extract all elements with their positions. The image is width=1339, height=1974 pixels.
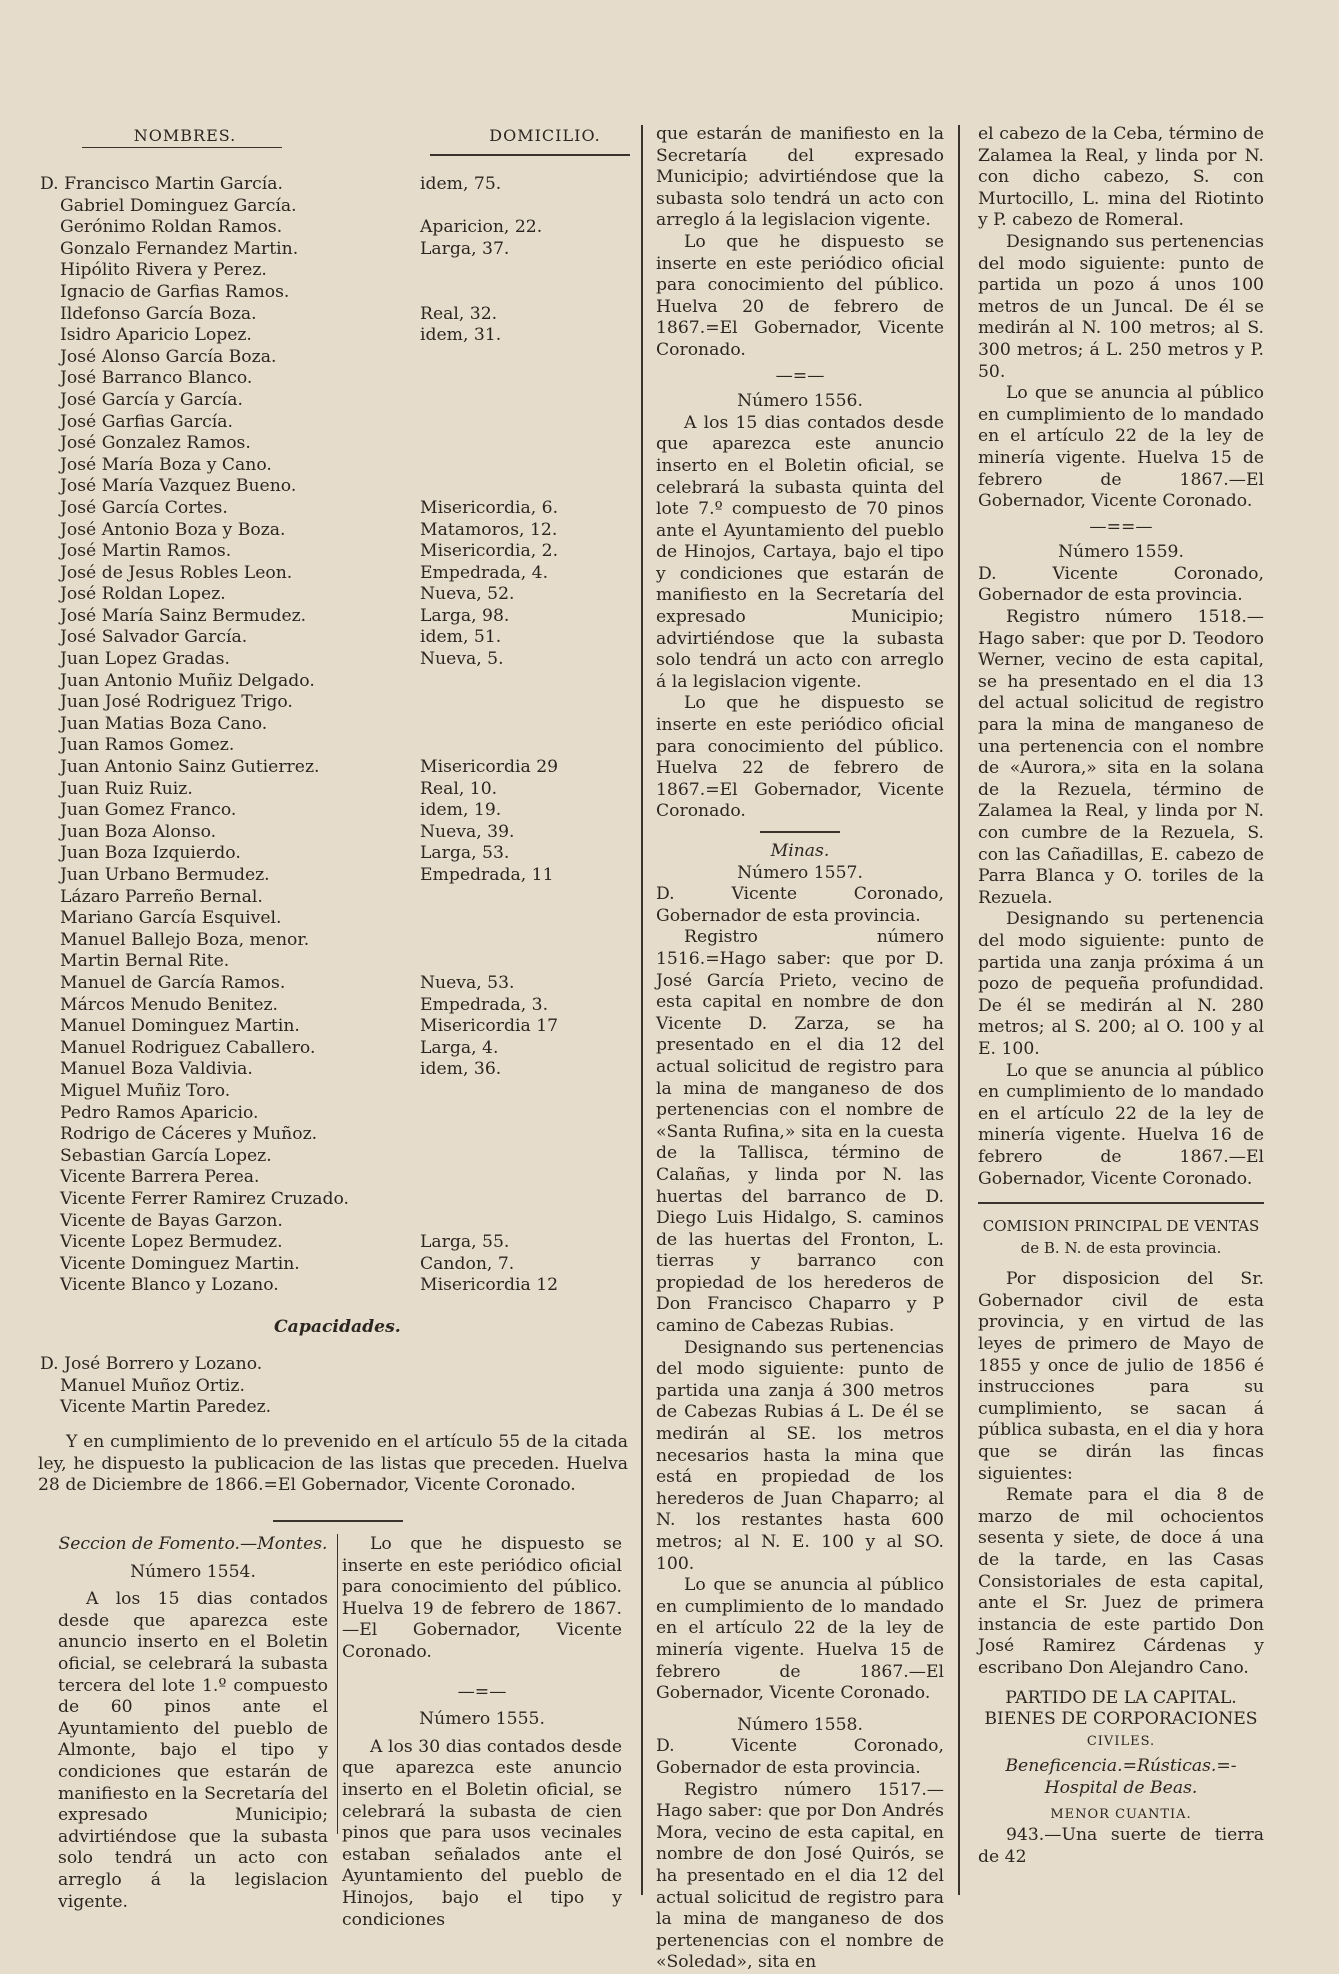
list-item — [40, 1275, 640, 1297]
person-domicile: Real, 32. — [420, 303, 498, 324]
person-name: Manuel de García Ramos. — [60, 972, 286, 993]
n1558-close: Lo que se anuncia al público en cumplimiento de lo mandado en el artículo 22 de la ley de minería vigente. Huelva 15 de febrero de 1867.—El Gobernador, Vicente Coronado. — [978, 383, 1264, 512]
bienes-title: BIENES DE CORPORACIONES — [984, 1709, 1258, 1730]
capacidad-name: D. José Borrero y Lozano. — [40, 1354, 263, 1374]
person-name: Juan Ramos Gomez. — [60, 735, 235, 756]
person-domicile: Empedrada, 3. — [420, 994, 549, 1015]
person-name: José Salvador García. — [60, 627, 248, 648]
list-item — [40, 1103, 640, 1125]
comision-rule — [978, 1202, 1264, 1204]
capacidades-list — [40, 1354, 540, 1419]
n1558-governor: D. Vicente Coronado, Gobernador de esta provincia. — [656, 1736, 944, 1778]
person-name: Juan Lopez Gradas. — [60, 649, 230, 670]
list-item — [40, 1016, 640, 1038]
column-3 — [656, 124, 944, 1974]
list-item — [40, 390, 640, 412]
fomento-column-left — [58, 1534, 328, 1913]
person-name: Pedro Ramos Aparicio. — [60, 1102, 259, 1123]
person-name: Vicente Lopez Bermudez. — [60, 1232, 283, 1253]
person-name: Juan Urbano Bermudez. — [60, 865, 270, 885]
person-name: Juan Boza Izquierdo. — [60, 843, 241, 864]
closing-text: Y en cumplimiento de lo prevenido en el artículo 55 de la citada ley, he dispuesto la publicacion de las listas que preceden. Huelva 28 de Diciembre de 1866.=El Gobernador, Vicente Coronado. — [38, 1432, 628, 1496]
list-item — [40, 995, 640, 1017]
names-header-rule — [82, 147, 282, 148]
person-name: Juan Antonio Muñiz Delgado. — [60, 670, 315, 691]
person-domicile: Empedrada, 4. — [420, 562, 549, 583]
list-item — [40, 498, 640, 520]
fomento-top-rule — [273, 1520, 403, 1522]
n1556-title: Número 1556. — [737, 391, 863, 412]
partido-title: PARTIDO DE LA CAPITAL. — [1005, 1687, 1237, 1708]
list-item — [40, 887, 640, 909]
person-name: Vicente de Bayas Garzon. — [60, 1210, 283, 1231]
person-name: Hipólito Rivera y Perez. — [60, 260, 267, 281]
person-name: Juan Gomez Franco. — [60, 800, 237, 821]
person-domicile: idem, 36. — [420, 1059, 502, 1080]
person-name: Sebastian García Lopez. — [60, 1145, 272, 1166]
person-domicile: Larga, 37. — [420, 238, 510, 259]
list-item — [40, 1146, 640, 1168]
n1559-designation: Designando su pertenencia del modo siguiente: punto de partida una zanja próxima á un pozo de pequeña profundidad. De él se medirán al N. 280 metros; al S. 200; al O. 100 y al E. 100. — [978, 909, 1264, 1059]
person-name: José María Vazquez Bueno. — [60, 476, 297, 497]
list-item — [40, 347, 640, 369]
column-divider-1 — [337, 1534, 338, 1834]
list-item — [40, 800, 640, 822]
name-list — [40, 174, 640, 1297]
capacidad-name: Vicente Martin Paredez. — [60, 1397, 272, 1418]
person-name: Mariano García Esquivel. — [60, 908, 282, 929]
n1559-title: Número 1559. — [1058, 542, 1184, 563]
list-item — [40, 606, 640, 628]
list-item — [40, 865, 640, 887]
list-item — [40, 1232, 640, 1254]
list-item — [40, 930, 640, 952]
list-item — [40, 1211, 640, 1233]
fomento-column-right — [342, 1534, 622, 1931]
person-domicile: Nueva, 52. — [420, 584, 515, 605]
list-item — [40, 520, 640, 542]
names-header: NOMBRES. — [133, 126, 237, 145]
person-domicile: Misericordia, 2. — [420, 541, 559, 562]
list-item — [40, 217, 640, 239]
list-item — [40, 455, 640, 477]
person-name: José de Jesus Robles Leon. — [60, 562, 293, 583]
list-item — [40, 412, 640, 434]
person-domicile: idem, 19. — [420, 800, 502, 821]
person-name: José Garfias García. — [60, 411, 233, 432]
person-domicile: Larga, 98. — [420, 605, 510, 626]
n1554-text: A los 15 dias contados desde que aparezca este anuncio inserto en el Boletin oficial, se celebrará la subasta tercera del lote 1.º compuesto de 60 pinos ante el Ayuntamiento del pueblo de Almonte, bajo el tipo y condiciones que estarán de manifiesto en la Secretaría del expresado Municipio; advirtiéndose que la subasta solo tendrá un acto con arreglo á la legislacion vigente. — [58, 1589, 328, 1912]
comision-title: COMISION PRINCIPAL DE VENTAS de B. N. de esta provincia. — [982, 1217, 1260, 1257]
person-name: Miguel Muñiz Toro. — [60, 1080, 231, 1101]
person-name: Juan José Rodriguez Trigo. — [60, 692, 293, 713]
person-name: José María Sainz Bermudez. — [60, 605, 307, 626]
person-domicile: Misericordia 29 — [420, 757, 559, 778]
person-name: José Barranco Blanco. — [60, 368, 253, 389]
list-item — [40, 433, 640, 455]
person-domicile: Larga, 4. — [420, 1037, 499, 1058]
person-domicile: Matamoros, 12. — [420, 519, 558, 540]
list-item — [40, 1167, 640, 1189]
person-domicile: idem, 75. — [420, 174, 502, 194]
list-item — [40, 584, 640, 606]
person-domicile: Nueva, 5. — [420, 649, 504, 670]
person-name: Manuel Ballejo Boza, menor. — [60, 929, 310, 950]
person-name: José Roldan Lopez. — [60, 584, 226, 605]
n1558-registro: Registro número 1517.—Hago saber: que por Don Andrés Mora, vecino de esta capital, en nombre de don José Quirós, se ha presentado en el dia 12 del actual solicitud de registro para la mina de manganeso de dos pertenencias con el nombre de «Soledad», sita en — [656, 1779, 944, 1973]
list-item — [40, 843, 640, 865]
person-name: José María Boza y Cano. — [60, 454, 272, 475]
person-domicile: Nueva, 39. — [420, 821, 515, 842]
n1554-close: Lo que he dispuesto se inserte en este periódico oficial para conocimiento del público. Huelva 19 de febrero de 1867.—El Gobernador, Vicente Coronado. — [342, 1534, 622, 1662]
list-item — [40, 1081, 640, 1103]
domicile-header: DOMICILIO. — [489, 126, 601, 145]
person-name: Vicente Dominguez Martin. — [60, 1253, 300, 1274]
list-item — [40, 260, 640, 282]
person-domicile: Misericordia 12 — [420, 1275, 559, 1296]
person-domicile: Misericordia 17 — [420, 1016, 559, 1037]
person-domicile: idem, 51. — [420, 627, 502, 648]
column-4 — [978, 124, 1264, 1868]
list-item — [40, 1038, 640, 1060]
person-name: Manuel Rodriguez Caballero. — [60, 1037, 316, 1058]
list-item — [40, 951, 640, 973]
n1555-continuation: que estarán de manifiesto en la Secretaría del expresado Municipio; advirtiéndose que la subasta solo tendrá un acto con arreglo á la legislacion vigente. — [656, 124, 944, 231]
list-item — [40, 908, 640, 930]
n1557-close: Lo que se anuncia al público en cumplimiento de lo mandado en el artículo 22 de la ley de minería vigente. Huelva 15 de febrero de 1867.—El Gobernador, Vicente Coronado. — [656, 1575, 944, 1704]
n1556-text: A los 15 dias contados desde que aparezca este anuncio inserto en el Boletin oficial, se celebrará la subasta quinta del lote 7.º compuesto de 70 pinos ante el Ayuntamiento del pueblo de Hinojos, Cartaya, bajo el tipo y condiciones que estarán de manifiesto en la Secretaría del expresado Municipio; advirtiéndose que la subasta solo tendrá un acto con arreglo á la legislacion vigente. — [656, 412, 944, 692]
minas-title: Minas. — [770, 841, 830, 861]
person-domicile: Larga, 53. — [420, 843, 510, 864]
list-item — [40, 1397, 540, 1419]
beneficencia-heading: Beneficencia.=Rústicas.=-Hospital de Beas. — [1005, 1756, 1237, 1798]
list-item — [40, 1254, 640, 1276]
person-domicile: idem, 31. — [420, 325, 502, 346]
n1557-registro: Registro número 1516.=Hago saber: que por D. José García Prieto, vecino de esta capital en nombre de don Vicente D. Zarza, se ha presentado en el dia 12 del actual solicitud de registro para la mina de manganeso de dos pertenencias con el nombre de «Santa Rufina,» sita en la cuesta de la Tallisca, término de Calañas, y linda por N. las huertas del barranco de D. Diego Luis Hidalgo, S. caminos de las huertas del Fronton, L. tierras y barranco con propiedad de los herederos de Don Francisco Chaparro y P camino de Cabezas Rubias. — [656, 927, 944, 1337]
person-name: Márcos Menudo Benitez. — [60, 994, 279, 1015]
list-item — [40, 692, 640, 714]
n1557-governor: D. Vicente Coronado, Gobernador de esta provincia. — [656, 884, 944, 926]
person-name: D. Francisco Martin García. — [40, 174, 283, 194]
person-domicile: Nueva, 53. — [420, 972, 515, 993]
person-name: José Antonio Boza y Boza. — [60, 519, 286, 540]
person-name: Isidro Aparicio Lopez. — [60, 325, 252, 346]
person-name: Vicente Barrera Perea. — [60, 1167, 260, 1188]
person-name: Vicente Blanco y Lozano. — [60, 1275, 279, 1296]
person-domicile: Larga, 55. — [420, 1232, 510, 1253]
person-name: Juan Ruiz Ruiz. — [60, 778, 193, 799]
person-name: Juan Antonio Sainz Gutierrez. — [60, 757, 320, 778]
list-item — [40, 1124, 640, 1146]
person-name: Vicente Ferrer Ramirez Cruzado. — [60, 1188, 349, 1209]
person-name: Juan Boza Alonso. — [60, 821, 217, 842]
person-domicile: Misericordia, 6. — [420, 497, 559, 518]
closing-paragraph — [38, 1432, 628, 1497]
person-domicile: Empedrada, 11 — [420, 865, 554, 885]
n1554-title: Número 1554. — [130, 1561, 256, 1582]
list-item — [40, 239, 640, 261]
person-name: Lázaro Parreño Bernal. — [60, 886, 263, 907]
n1555-title: Número 1555. — [419, 1709, 545, 1730]
list-item — [40, 325, 640, 347]
list-item — [40, 757, 640, 779]
person-domicile: Real, 10. — [420, 778, 498, 799]
list-item — [40, 973, 640, 995]
list-item — [40, 649, 640, 671]
n1559-close: Lo que se anuncia al público en cumplimiento de lo mandado en el artículo 22 de la ley de minería vigente. Huelva 16 de febrero de 1867.—El Gobernador, Vicente Coronado. — [978, 1060, 1264, 1189]
minas-rule — [760, 831, 840, 833]
list-item — [40, 476, 640, 498]
person-name: Manuel Boza Valdivia. — [60, 1059, 253, 1080]
list-item — [40, 563, 640, 585]
person-name: Ignacio de Garfias Ramos. — [60, 281, 290, 302]
n1558-title: Número 1558. — [737, 1714, 863, 1735]
separator: —=— — [457, 1681, 507, 1702]
person-name: Gonzalo Fernandez Martin. — [60, 238, 299, 259]
n1555-text: A los 30 dias contados desde que aparezca este anuncio inserto en el Boletin oficial, se celebrará la subasta de cien pinos que para usos vecinales estaban señalados ante el Ayuntamiento del pueblo de Hinojos, bajo el tipo y condiciones — [342, 1736, 622, 1930]
list-item — [40, 196, 640, 218]
comision-text: Por disposicion del Sr. Gobernador civil de esta provincia, y en virtud de las leyes de primero de Mayo de 1855 y once de julio de 1856 é instrucciones para su cumplimiento, se sacan á pública subasta, en el dia y hora que se dirán las fincas siguientes: — [978, 1269, 1264, 1484]
list-item — [40, 779, 640, 801]
menor-cuantia: MENOR CUANTIA. — [1050, 1806, 1192, 1822]
n1557-designation: Designando sus pertenencias del modo siguiente: punto de partida una zanja á 300 metros de Cabezas Rubias á L. De él se medirán al SE. los metros necesarios hasta la mina que está en propiedad de los herederos de Juan Chaparro; al N. los restantes hasta 600 metros; al N. E. 100 y al SO. 100. — [656, 1337, 944, 1574]
capacidad-name: Manuel Muñoz Ortiz. — [60, 1375, 245, 1396]
person-domicile: Candon, 7. — [420, 1253, 515, 1274]
person-name: José García y García. — [60, 389, 243, 410]
civiles-title: CIVILES. — [1086, 1733, 1156, 1749]
capacidades-title: Capacidades. — [274, 1317, 401, 1337]
person-name: Rodrigo de Cáceres y Muñoz. — [60, 1124, 318, 1145]
n1556-close: Lo que he dispuesto se inserte en este periódico oficial para conocimiento del público. Huelva 22 de febrero de 1867.=El Gobernador, Vicente Coronado. — [656, 693, 944, 822]
list-item — [40, 1354, 540, 1376]
separator: —=— — [775, 365, 825, 386]
person-name: Gabriel Dominguez García. — [60, 195, 297, 216]
list-item — [40, 735, 640, 757]
person-domicile: Aparicion, 22. — [420, 217, 543, 238]
column-divider-3 — [958, 125, 960, 1895]
list-item — [40, 1189, 640, 1211]
list-item — [40, 304, 640, 326]
n1558-designation: Designando sus pertenencias del modo siguiente: punto de partida un pozo á unos 100 metros de un Juncal. De él se medirán al N. 100 metros; al S. 300 metros; á L. 250 metros y P. 50. — [978, 231, 1264, 382]
n1558-continuation: el cabezo de la Ceba, término de Zalamea la Real, y linda por N. con dicho cabezo, S. con Murtocillo, L. mina del Riotinto y P. cabezo de Romeral. — [978, 124, 1264, 231]
person-name: José Martin Ramos. — [60, 541, 232, 562]
list-item — [40, 822, 640, 844]
person-name: José Gonzalez Ramos. — [60, 433, 251, 454]
person-name: Gerónimo Roldan Ramos. — [60, 217, 283, 238]
list-item — [40, 714, 640, 736]
n1559-governor: D. Vicente Coronado, Gobernador de esta provincia. — [978, 563, 1264, 606]
list-item — [40, 1376, 540, 1398]
domicile-header-rule — [430, 154, 630, 156]
last-entry: 943.—Una suerte de tierra de 42 — [978, 1825, 1264, 1867]
person-name: José Alonso García Boza. — [60, 346, 277, 367]
person-name: Martin Bernal Rite. — [60, 951, 230, 972]
separator: —==— — [1089, 516, 1153, 537]
n1557-title: Número 1557. — [737, 862, 863, 883]
remate-text: Remate para el dia 8 de marzo de mil ochocientos sesenta y siete, de doce á una de la tarde, en las Casas Consistoriales de esta capital, ante el Sr. Juez de primera instancia de este partido Don José Ramirez Cárdenas y escribano Don Alejandro Cano. — [978, 1485, 1264, 1678]
person-name: José García Cortes. — [60, 497, 228, 518]
person-name: Manuel Dominguez Martin. — [60, 1016, 300, 1037]
n1559-registro: Registro número 1518.—Hago saber: que por D. Teodoro Werner, vecino de esta capital, se ha presentado en el dia 13 del actual solicitud de registro para la mina de manganeso de una pertenencia con el nombre de «Aurora,» sita en la solana de la Rezuela, término de Zalamea la Real, y linda por N. con cumbre de la Rezuela, S. con las Cañadillas, E. cabezo de Parra Blanca y O. toriles de la Rezuela. — [978, 607, 1264, 908]
column-divider-2 — [641, 125, 643, 1895]
list-item — [40, 368, 640, 390]
list-item — [40, 1059, 640, 1081]
n1555-close: Lo que he dispuesto se inserte en este periódico oficial para conocimiento del público. Huelva 20 de febrero de 1867.=El Gobernador, Vicente Coronado. — [656, 231, 944, 360]
fomento-section-title: Seccion de Fomento.—Montes. — [58, 1534, 328, 1554]
person-name: Juan Matias Boza Cano. — [60, 713, 268, 734]
list-item — [40, 174, 640, 196]
list-item — [40, 627, 640, 649]
list-item — [40, 282, 640, 304]
list-item — [40, 541, 640, 563]
list-item — [40, 671, 640, 693]
person-name: Ildefonso García Boza. — [60, 303, 257, 324]
